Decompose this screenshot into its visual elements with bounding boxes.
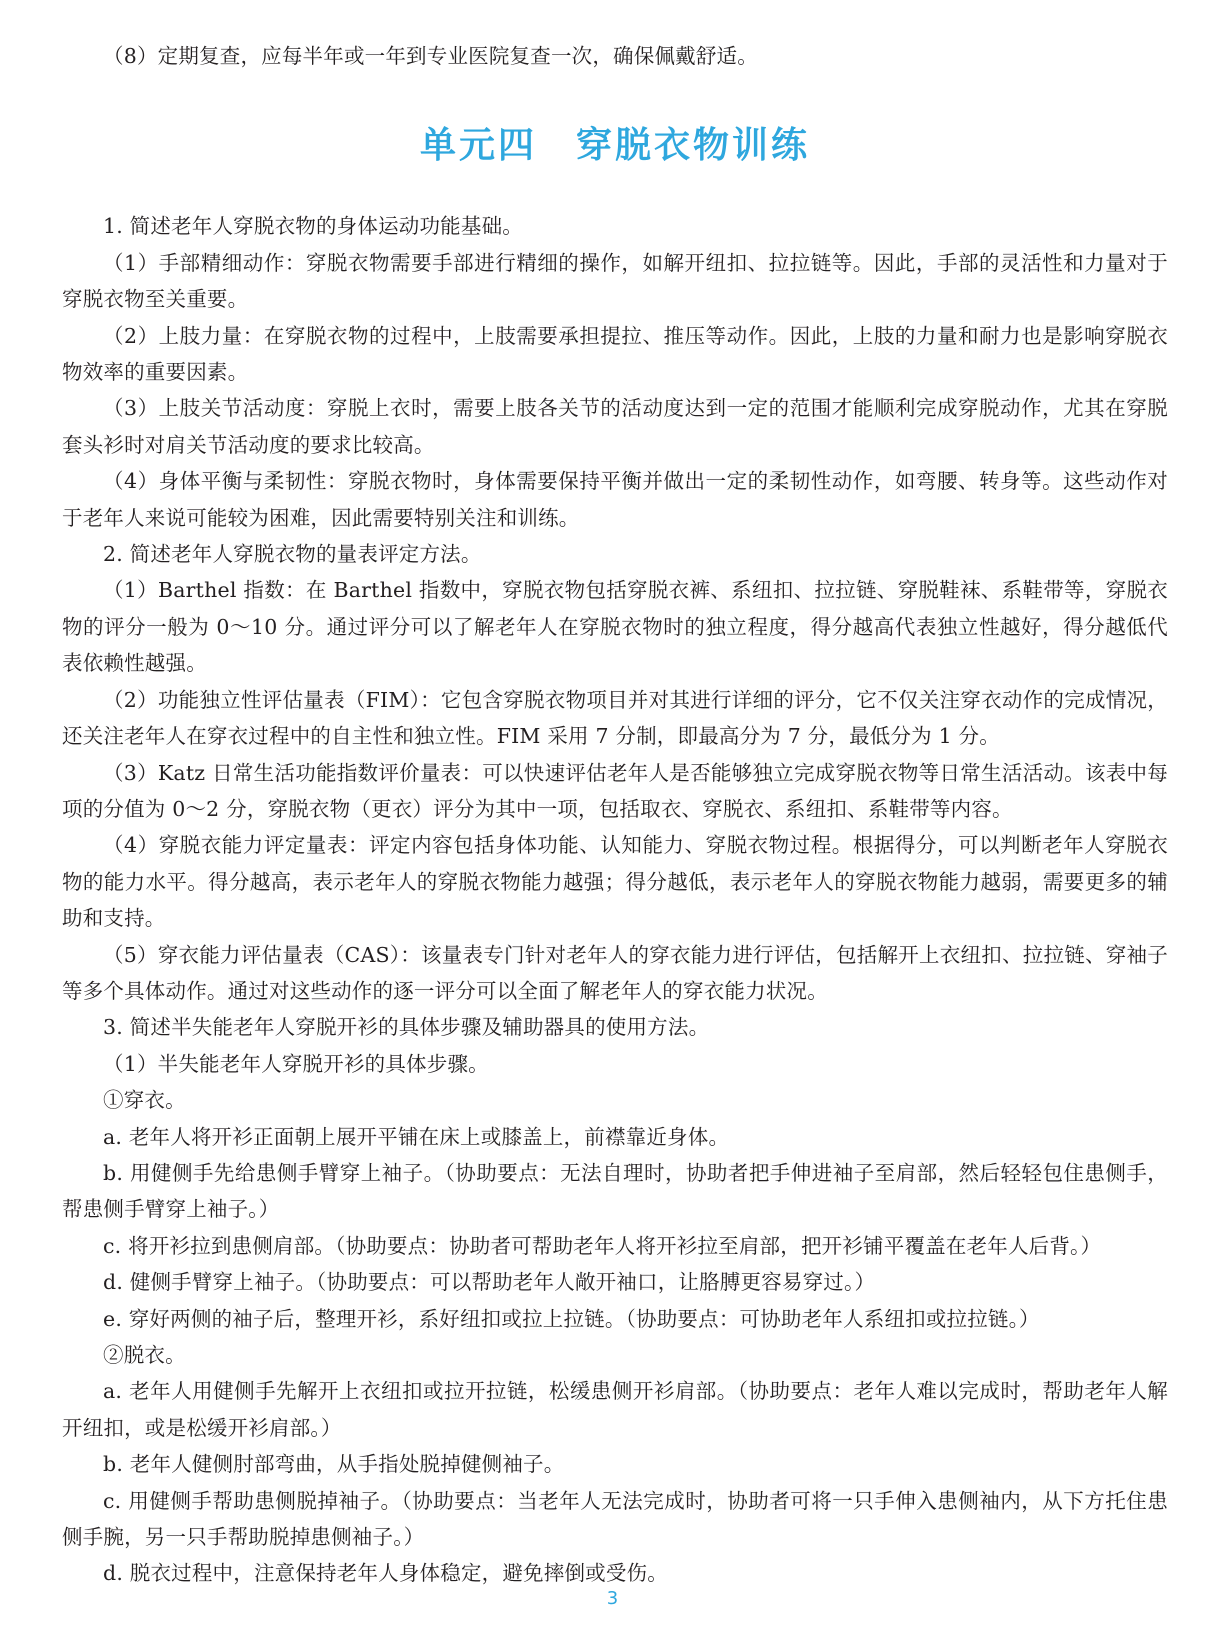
paragraph: a. 老年人将开衫正面朝上展开平铺在床上或膝盖上，前襟靠近身体。 [103, 1124, 730, 1149]
question-1-heading: 1. 简述老年人穿脱衣物的身体运动功能基础。 [103, 214, 523, 239]
subheading-undressing: ②脱衣。 [103, 1343, 186, 1367]
paragraph: e. 穿好两侧的袖子后，整理开衫，系好纽扣或拉上拉链。（协助要点：可协助老年人系纽扣或拉拉链。） [103, 1306, 1040, 1331]
paragraph: b. 用健侧手先给患侧手臂穿上袖子。（协助要点：无法自理时，协助者把手伸进袖子至肩部，然后轻轻包住患侧手，帮患侧手臂穿上袖子。） [62, 1160, 1168, 1222]
paragraph: （4）穿脱衣能力评定量表：评定内容包括身体功能、认知能力、穿脱衣物过程。根据得分，可以判断老年人穿脱衣物的能力水平。得分越高，表示老年人的穿脱衣物能力越强；得分越低，表示老年人的穿脱衣物能力越弱，需要更多的辅助和支持。 [62, 833, 1168, 931]
paragraph: （1）半失能老年人穿脱开衫的具体步骤。 [103, 1051, 489, 1076]
paragraph: c. 用健侧手帮助患侧脱掉袖子。（协助要点：当老年人无法完成时，协助者可将一只手伸入患侧袖内，从下方托住患侧手腕，另一只手帮助脱掉患侧袖子。） [62, 1488, 1168, 1550]
page-number: 3 [606, 1588, 619, 1609]
body-text [62, 208, 1168, 1591]
paragraph: （2）上肢力量：在穿脱衣物的过程中，上肢需要承担提拉、推压等动作。因此，上肢的力量和耐力也是影响穿脱衣物效率的重要因素。 [62, 323, 1168, 385]
paragraph: d. 健侧手臂穿上袖子。（协助要点：可以帮助老年人敞开袖口，让胳膊更容易穿过。） [103, 1270, 876, 1295]
paragraph: （1）Barthel 指数：在 Barthel 指数中，穿脱衣物包括穿脱衣裤、系纽扣、拉拉链、穿脱鞋袜、系鞋带等，穿脱衣物的评分一般为 0～10 分。通过评分可以了解老年人在穿脱衣物时的独立程度，得分越高代表独立性越好，得分越低代表依赖性越强。 [62, 578, 1168, 676]
document-page [62, 0, 1168, 1592]
paragraph: （4）身体平衡与柔韧性：穿脱衣物时，身体需要保持平衡并做出一定的柔韧性动作，如弯腰、转身等。这些动作对于老年人来说可能较为困难，因此需要特别关注和训练。 [62, 469, 1168, 530]
paragraph: b. 老年人健侧肘部弯曲，从手指处脱掉健侧袖子。 [103, 1452, 565, 1477]
paragraph: d. 脱衣过程中，注意保持老年人身体稳定，避免摔倒或受伤。 [103, 1561, 668, 1586]
paragraph: （1）手部精细动作：穿脱衣物需要手部进行精细的操作，如解开纽扣、拉拉链等。因此，手部的灵活性和力量对于穿脱衣物至关重要。 [62, 250, 1168, 312]
paragraph-regular-checkup: （8）定期复查，应每半年或一年到专业医院复查一次，确保佩戴舒适。 [103, 44, 758, 68]
paragraph: （3）Katz 日常生活功能指数评价量表：可以快速评估老年人是否能够独立完成穿脱衣物等日常生活活动。该表中每项的分值为 0～2 分，穿脱衣物（更衣）评分为其中一项，包括取衣、穿脱衣、系纽扣、系鞋带等内容。 [62, 760, 1168, 821]
paragraph: （5）穿衣能力评估量表（CAS）：该量表专门针对老年人的穿衣能力进行评估，包括解开上衣纽扣、拉拉链、穿袖子等多个具体动作。通过对这些动作的逐一评分可以全面了解老年人的穿衣能力状况。 [62, 942, 1168, 1003]
paragraph: （3）上肢关节活动度：穿脱上衣时，需要上肢各关节的活动度达到一定的范围才能顺利完成穿脱动作，尤其在穿脱套头衫时对肩关节活动度的要求比较高。 [62, 396, 1168, 457]
question-2-heading: 2. 简述老年人穿脱衣物的量表评定方法。 [103, 542, 482, 567]
subheading-dressing: ①穿衣。 [103, 1088, 186, 1113]
paragraph: （2）功能独立性评估量表（FIM）：它包含穿脱衣物项目并对其进行详细的评分，它不仅关注穿衣动作的完成情况，还关注老年人在穿衣过程中的自主性和独立性。FIM 采用 7 分制，即最高分为 7 分，最低分为 1 分。 [62, 687, 1168, 749]
paragraph: a. 老年人用健侧手先解开上衣纽扣或拉开拉链，松缓患侧开衫肩部。（协助要点：老年人难以完成时，帮助老年人解开纽扣，或是松缓开衫肩部。） [62, 1379, 1168, 1440]
question-3-heading: 3. 简述半失能老年人穿脱开衫的具体步骤及辅助器具的使用方法。 [103, 1015, 710, 1040]
paragraph: c. 将开衫拉到患侧肩部。（协助要点：协助者可帮助老年人将开衫拉至肩部，把开衫铺平覆盖在老年人后背。） [103, 1233, 1102, 1258]
unit-title: 单元四 穿脱衣物训练 [419, 125, 810, 167]
